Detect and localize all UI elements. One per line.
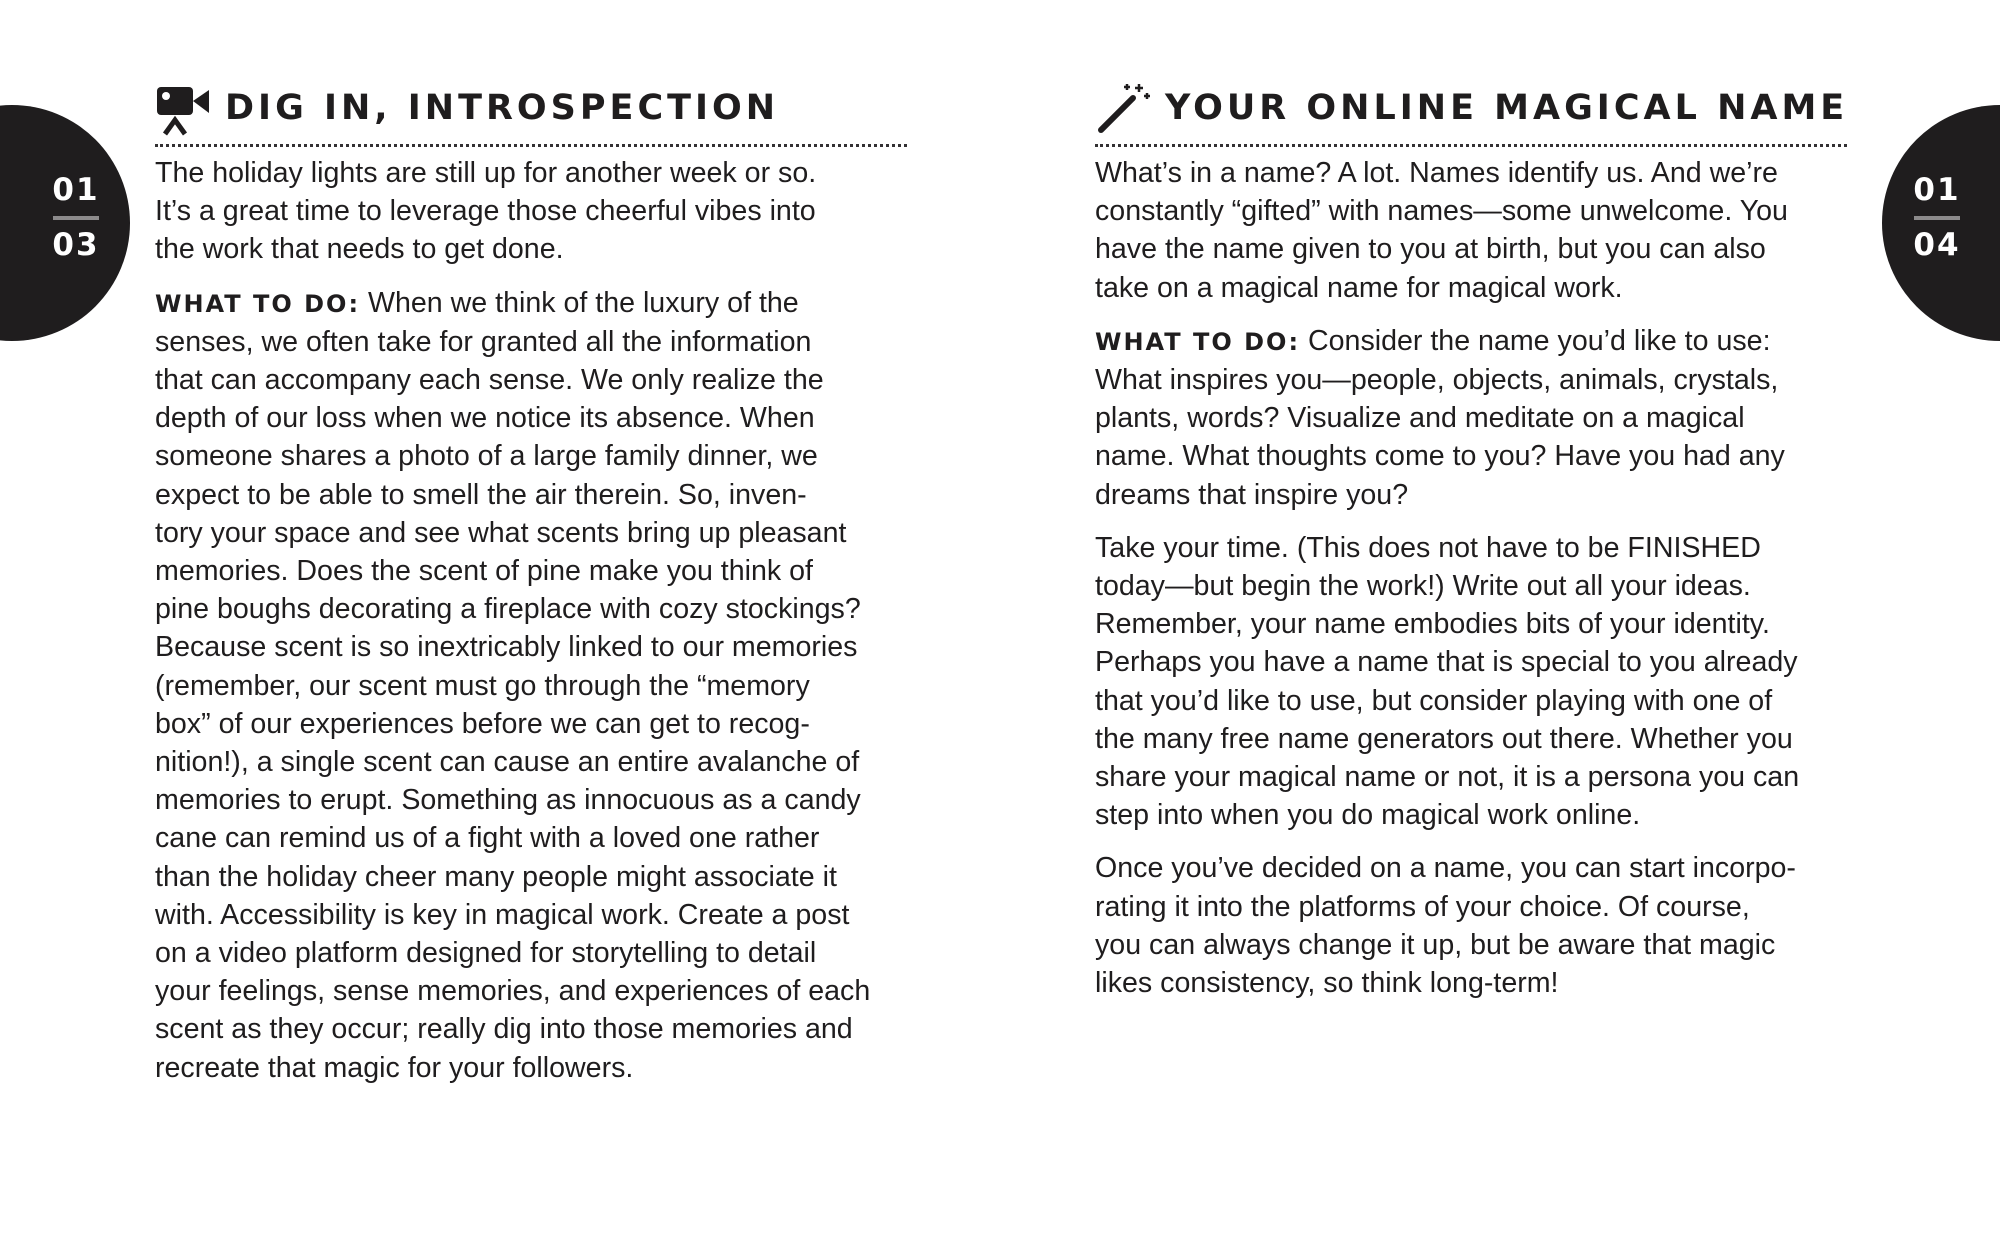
text-line: (remember, our scent must go through the “memory <box>155 669 810 702</box>
text-line: senses, we often take for granted all the information <box>155 325 812 358</box>
right-paragraph <box>1095 849 1847 1002</box>
text-line: recreate that magic for your followers. <box>155 1051 634 1084</box>
right-tab-divider <box>1914 216 1960 220</box>
text-line: scent as they occur; really dig into those memories and <box>155 1013 853 1046</box>
text-line: with. Accessibility is key in magical work. Create a post <box>155 898 850 931</box>
right-heading-dotted-rule <box>1095 144 1847 147</box>
video-camera-icon <box>155 80 213 136</box>
text-line: take on a magical name for magical work. <box>1095 271 1623 304</box>
text-line: you can always change it up, but be aware that magic <box>1095 928 1776 961</box>
left-page-tab <box>0 105 130 341</box>
text-line: The holiday lights are still up for another week or so. <box>155 157 817 189</box>
right-tab-top-number: 01 <box>1913 172 1961 208</box>
left-page-heading <box>155 80 907 136</box>
text-line: constantly “gifted” with names—some unwelcome. You <box>1095 195 1788 228</box>
text-line: the many free name generators out there. Whether you <box>1095 722 1793 755</box>
text-line: plants, words? Visualize and meditate on a magical <box>1095 402 1745 435</box>
right-page-title: YOUR ONLINE MAGICAL NAME <box>1165 88 1849 128</box>
right-page-heading <box>1095 80 1847 136</box>
text-line: share your magical name or not, it is a persona you can <box>1095 761 1800 794</box>
text-line: step into when you do magical work online. <box>1095 799 1641 832</box>
text-line: Because scent is so inextricably linked to our memories <box>155 631 858 664</box>
right-page-tab <box>1882 105 2000 341</box>
text-line: dreams that inspire you? <box>1095 478 1409 511</box>
what-to-do-label: WHAT TO DO: <box>1095 327 1301 356</box>
text-line: name. What thoughts come to you? Have you had any <box>1095 440 1785 473</box>
text-line: depth of our loss when we notice its absence. When <box>155 402 815 435</box>
text-line: memories to erupt. Something as innocuous as a candy <box>155 784 861 817</box>
magic-wand-icon <box>1095 80 1153 136</box>
right-paragraph <box>1095 154 1847 307</box>
text-line: When we think of the luxury of the <box>360 286 799 319</box>
text-line: memories. Does the scent of pine make you think of <box>155 555 813 588</box>
text-line: What inspires you—people, objects, animals, crystals, <box>1095 364 1779 397</box>
left-page-body <box>155 154 907 1087</box>
text-line: expect to be able to smell the air therein. So, inven- <box>155 478 807 511</box>
text-line: Remember, your name embodies bits of your identity. <box>1095 608 1770 641</box>
left-tab-bottom-number: 03 <box>52 227 100 263</box>
text-line: pine boughs decorating a fireplace with cozy stockings? <box>155 593 861 626</box>
left-tab-top-number: 01 <box>52 172 100 208</box>
text-line: cane can remind us of a fight with a loved one rather <box>155 822 820 855</box>
text-line: that can accompany each sense. We only realize the <box>155 364 824 397</box>
left-tab-divider <box>53 216 99 220</box>
text-line: Perhaps you have a name that is special to you already <box>1095 646 1798 679</box>
text-line: What’s in a name? A lot. Names identify us. And we’re <box>1095 157 1778 189</box>
text-line: on a video platform designed for storytelling to detail <box>155 937 817 970</box>
text-line: likes consistency, so think long-term! <box>1095 967 1559 1000</box>
right-page-body <box>1095 154 1847 1002</box>
right-page-article <box>1095 80 1847 1017</box>
text-line: nition!), a single scent can cause an entire avalanche of <box>155 746 860 779</box>
right-tab-bottom-number: 04 <box>1913 227 1961 263</box>
left-paragraph <box>155 154 907 269</box>
text-line: box” of our experiences before we can get to recog- <box>155 707 810 740</box>
right-paragraph <box>1095 529 1847 835</box>
text-line: Once you’ve decided on a name, you can start incorpo- <box>1095 852 1796 885</box>
text-line: rating it into the platforms of your choice. Of course, <box>1095 890 1750 923</box>
text-line: your feelings, sense memories, and experiences of each <box>155 975 871 1008</box>
text-line: someone shares a photo of a large family dinner, we <box>155 440 818 473</box>
text-line: have the name given to you at birth, but you can also <box>1095 233 1766 266</box>
text-line: It’s a great time to leverage those cheerful vibes into <box>155 195 816 228</box>
text-line: Take your time. (This does not have to be FINISHED <box>1095 531 1761 564</box>
text-line: than the holiday cheer many people might associate it <box>155 860 837 893</box>
text-line: today—but begin the work!) Write out all your ideas. <box>1095 570 1751 603</box>
text-line: the work that needs to get done. <box>155 233 564 266</box>
text-line: that you’d like to use, but consider playing with one of <box>1095 684 1773 717</box>
left-heading-dotted-rule <box>155 144 907 147</box>
text-line: Consider the name you’d like to use: <box>1300 324 1771 357</box>
what-to-do-label: WHAT TO DO: <box>155 289 361 318</box>
left-paragraph <box>155 284 907 1087</box>
text-line: tory your space and see what scents bring up pleasant <box>155 516 847 549</box>
left-page-article <box>155 80 907 1102</box>
right-paragraph <box>1095 322 1847 514</box>
left-page-title: DIG IN, INTROSPECTION <box>225 88 780 128</box>
